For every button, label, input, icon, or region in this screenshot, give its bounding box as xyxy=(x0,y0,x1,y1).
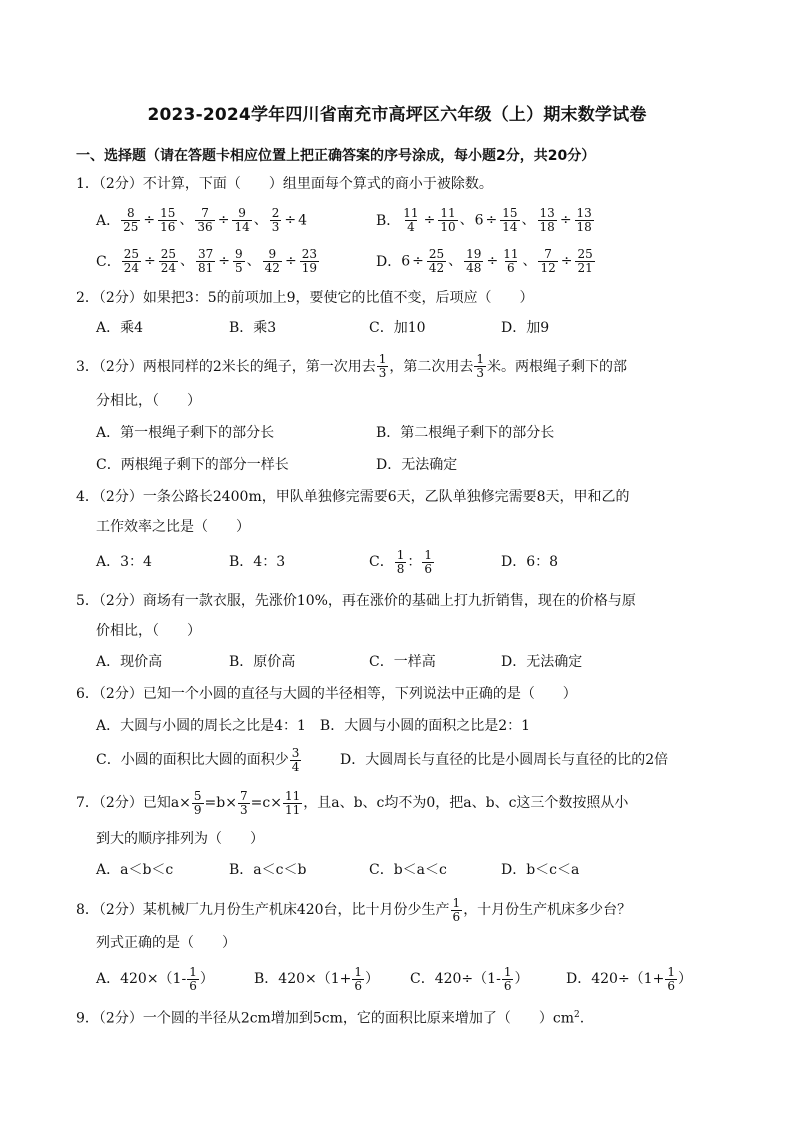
question-5-option-a: A．现价高 xyxy=(96,654,163,670)
fraction: $\frac{25}{21}$ xyxy=(577,246,593,275)
fraction: $\frac{1}{3}$ xyxy=(378,352,387,380)
fraction: $\frac{1}{6}$ xyxy=(189,964,197,993)
fraction: $\frac{1}{3}$ xyxy=(476,352,485,380)
question-7-stem: 7．（2分）已知a× $\frac{5}{9}$ =b× $\frac{7}{3}$ =c× $\frac{11}{11}$ ，且a、b、c均不为0，把a、b、c这三个数按照从小 xyxy=(76,788,629,817)
question-5-option-d: D．无法确定 xyxy=(501,654,583,670)
fraction: $\frac{1}{6}$ xyxy=(503,964,512,993)
question-7-option-c: C．b＜a＜c xyxy=(369,862,447,878)
separator: 、 xyxy=(459,212,474,228)
question-6-option-d: D．大圆周长与直径的比是小圆周长与直径的比的2倍 xyxy=(340,752,669,768)
fraction: $\frac{7}{12}$ xyxy=(540,246,556,275)
question-4-option-c: C． $\frac{1}{8}$ ： $\frac{1}{6}$ xyxy=(369,547,432,576)
fraction: $\frac{5}{9}$ xyxy=(193,788,202,817)
question-6-stem: 6．（2分）已知一个小圆的直径与大圆的半径相等，下列说法中正确的是（ ） xyxy=(76,686,577,702)
question-4-option-a: A．3：4 xyxy=(96,554,152,570)
question-4-option-b: B．4：3 xyxy=(229,554,286,570)
fraction: $\frac{13}{18}$ xyxy=(539,205,555,234)
question-2-option-c: C．加10 xyxy=(369,320,426,336)
question-2-stem: 2．（2分）如果把3：5的前项加上9，要使它的比值不变，后项应（ ） xyxy=(76,290,534,306)
fraction: $\frac{25}{24}$ xyxy=(160,246,177,275)
question-7-option-b: B．a＜c＜b xyxy=(229,862,307,878)
divide-sign: ÷ xyxy=(284,253,297,269)
fraction: $\frac{9}{14}$ xyxy=(234,205,250,234)
divide-sign: ÷ xyxy=(412,253,424,269)
question-6-option-c: C．小圆的面积比大圆的面积少 $\frac{3}{4}$ xyxy=(96,745,300,774)
question-4-stem: 4．（2分）一条公路长2400m，甲队单独修完需要6天，乙队单独修完需要8天，甲和乙的 xyxy=(76,489,630,505)
question-5-stem-continued: 价相比，（ ） xyxy=(96,623,201,639)
question-1-option-b: B． $\frac{11}{4}$ ÷ $\frac{11}{10}$ 、6 ÷ $\frac{15}{14}$ 、 $\frac{13}{18}$ ÷ $\frac{13}{18}$ xyxy=(376,205,592,234)
number: 6 xyxy=(401,253,411,269)
question-8-stem: 8．（2分）某机械厂九月份生产机床420台，比十月份少生产 $\frac{1}{6}$ ，十月份生产机床多少台？ xyxy=(76,895,632,924)
fraction: $\frac{15}{16}$ xyxy=(160,205,176,234)
question-3-option-d: D．无法确定 xyxy=(376,457,458,473)
question-5-stem: 5．（2分）商场有一款衣服，先涨价10%，再在涨价的基础上打九折销售，现在的价格与原 xyxy=(76,593,636,609)
fraction: $\frac{7}{3}$ xyxy=(239,788,248,817)
divide-sign: ÷ xyxy=(559,212,572,228)
fraction: $\frac{11}{10}$ xyxy=(440,205,456,234)
question-3-stem-continued: 分相比，（ ） xyxy=(96,393,201,409)
question-3-option-b: B．第二根绳子剩下的部分长 xyxy=(376,425,555,441)
fraction: $\frac{1}{6}$ xyxy=(424,547,432,576)
fraction: $\frac{23}{19}$ xyxy=(301,246,317,275)
separator: 、 xyxy=(521,212,536,228)
fraction: $\frac{1}{6}$ xyxy=(452,895,461,924)
question-2-option-b: B．乘3 xyxy=(229,320,277,336)
fraction: $\frac{19}{48}$ xyxy=(466,246,482,275)
separator: 、 xyxy=(179,212,194,228)
fraction: $\frac{25}{42}$ xyxy=(428,246,445,275)
divide-sign: ÷ xyxy=(423,212,436,228)
question-3-stem: 3．（2分）两根同样的2米长的绳子，第一次用去 $\frac{1}{3}$ ，第二次用去 $\frac{1}{3}$ 米。两根绳子剩下的部 xyxy=(76,352,628,380)
question-7-stem-continued: 到大的顺序排列为（ ） xyxy=(96,831,264,847)
question-4-stem-continued: 工作效率之比是（ ） xyxy=(96,519,250,535)
divide-sign: ÷ xyxy=(218,253,231,269)
fraction: $\frac{1}{8}$ xyxy=(396,547,405,576)
question-8-option-b: B．420×（1+ $\frac{1}{6}$ ） xyxy=(254,964,380,993)
divide-sign: ÷ xyxy=(144,253,156,269)
question-8-option-c: C．420÷（1- $\frac{1}{6}$ ） xyxy=(410,964,529,993)
fraction: $\frac{25}{24}$ xyxy=(123,246,139,275)
separator: 、 xyxy=(448,253,463,269)
divide-sign: ÷ xyxy=(217,212,230,228)
question-8-option-d: D．420÷（1+ $\frac{1}{6}$ ） xyxy=(566,964,692,993)
section-heading: 一、选择题（请在答题卡相应位置上把正确答案的序号涂成，每小题2分，共20分） xyxy=(76,148,596,164)
fraction: $\frac{9}{42}$ xyxy=(264,246,280,275)
separator: 、 xyxy=(253,212,268,228)
fraction: $\frac{1}{6}$ xyxy=(354,964,363,993)
question-6-options-a-b: A．大圆与小圆的周长之比是4：1 B．大圆与小圆的面积之比是2：1 xyxy=(96,718,531,734)
question-7-option-d: D．b＜c＜a xyxy=(501,862,580,878)
fraction: $\frac{11}{4}$ xyxy=(403,205,419,234)
question-8-option-a: A．420×（1- $\frac{1}{6}$ ） xyxy=(96,964,214,993)
fraction: $\frac{37}{81}$ xyxy=(198,246,214,275)
fraction: $\frac{8}{25}$ xyxy=(123,205,139,234)
question-5-option-c: C．一样高 xyxy=(369,654,436,670)
fraction: $\frac{15}{14}$ xyxy=(502,205,518,234)
fraction: $\frac{1}{6}$ xyxy=(667,964,675,993)
question-1-option-a: A． $\frac{8}{25}$ ÷ $\frac{15}{16}$ 、 $\frac{7}{36}$ ÷ $\frac{9}{14}$ 、 $\frac{2}{3}$ ÷ 4 xyxy=(96,205,308,234)
question-1-option-c: C． $\frac{25}{24}$ ÷ $\frac{25}{24}$ 、 $\frac{37}{81}$ ÷ $\frac{9}{5}$ 、 $\frac{9}{42}$ ÷ $\frac{23}{19}$ xyxy=(96,246,317,275)
question-2-option-d: D．加9 xyxy=(501,320,550,336)
question-1-stem: 1．（2分）不计算，下面（ ）组里面每个算式的商小于被除数。 xyxy=(76,176,493,192)
fraction: $\frac{11}{6}$ xyxy=(503,246,519,275)
question-7-option-a: A．a＜b＜c xyxy=(96,862,174,878)
divide-sign: ÷ xyxy=(486,253,499,269)
divide-sign: ÷ xyxy=(560,253,573,269)
separator: 、 xyxy=(180,253,195,269)
fraction: $\frac{9}{5}$ xyxy=(235,246,243,275)
question-8-stem-continued: 列式正确的是（ ） xyxy=(96,935,236,951)
separator: 、 xyxy=(246,253,261,269)
divide-sign: ÷ xyxy=(284,212,297,228)
fraction: $\frac{11}{11}$ xyxy=(284,788,301,817)
fraction: $\frac{2}{3}$ xyxy=(271,205,280,234)
fraction: $\frac{3}{4}$ xyxy=(291,745,300,774)
separator: 、 xyxy=(522,253,537,269)
question-4-option-d: D．6：8 xyxy=(501,554,559,570)
divide-sign: ÷ xyxy=(485,212,498,228)
number: 6 xyxy=(474,212,484,228)
page-title: 2023-2024学年四川省南充市高坪区六年级（上）期末数学试卷 xyxy=(147,105,647,125)
question-3-option-c: C．两根绳子剩下的部分一样长 xyxy=(96,457,289,473)
question-9-stem: 9．（2分）一个圆的半径从2cm增加到5cm，它的面积比原来增加了（ ）$cm^2$. xyxy=(76,1010,585,1027)
number: 4 xyxy=(298,212,308,228)
divide-sign: ÷ xyxy=(143,212,156,228)
question-5-option-b: B．原价高 xyxy=(229,654,296,670)
question-2-option-a: A．乘4 xyxy=(96,320,144,336)
fraction: $\frac{7}{36}$ xyxy=(197,205,213,234)
question-1-option-d: D． 6 ÷ $\frac{25}{42}$ 、 $\frac{19}{48}$ ÷ $\frac{11}{6}$ 、 $\frac{7}{12}$ ÷ $\frac{25}{21}$ xyxy=(376,246,593,275)
fraction: $\frac{13}{18}$ xyxy=(576,205,592,234)
question-3-option-a: A．第一根绳子剩下的部分长 xyxy=(96,425,275,441)
